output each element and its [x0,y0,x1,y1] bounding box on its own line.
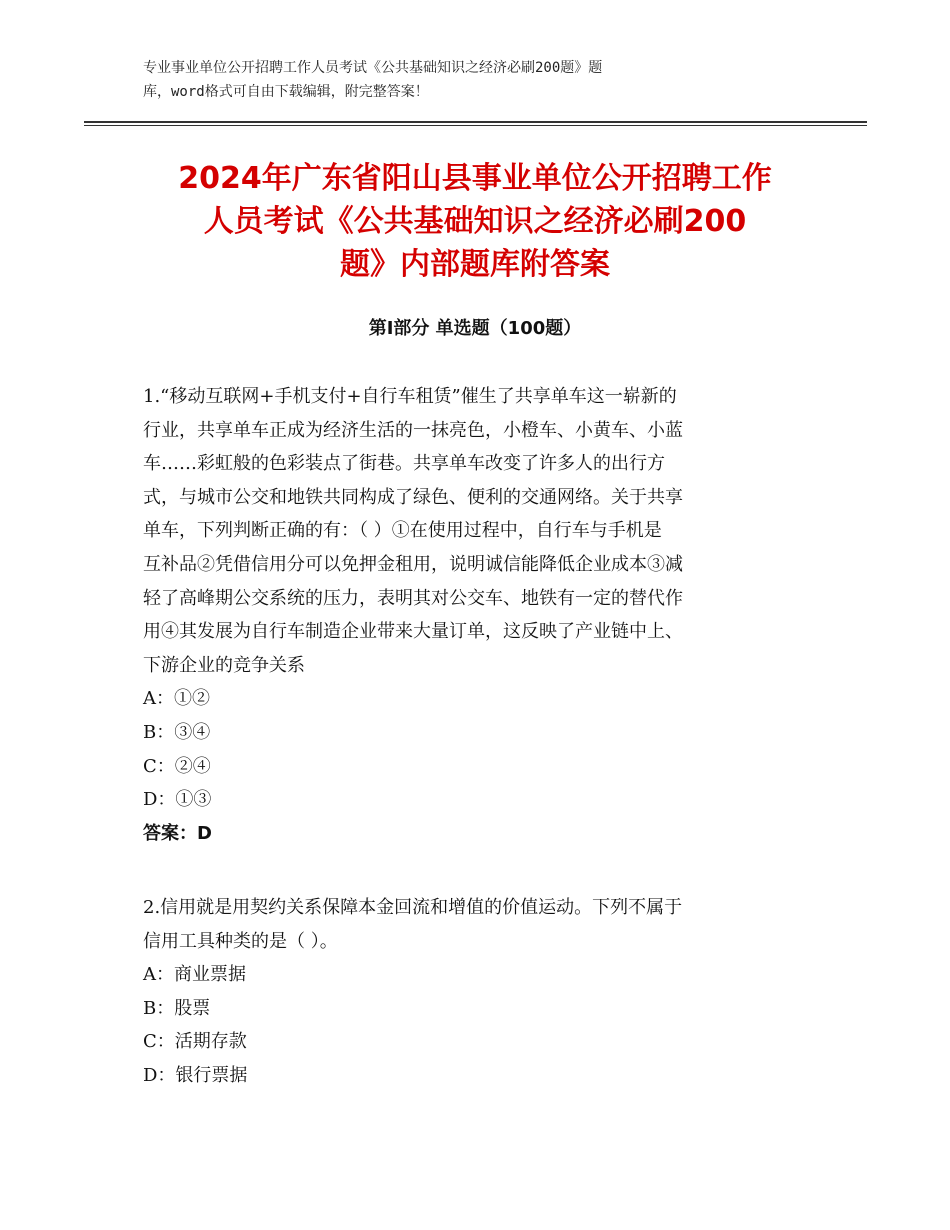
stem-line: 轻了高峰期公交系统的压力，表明其对公交车、地铁有一定的替代作 [143,587,683,609]
stem-line: 行业，共享单车正成为经济生活的一抹亮色，小橙车、小黄车、小蓝 [143,419,683,441]
question-stem [143,891,803,958]
document-title-line: 题》内部题库附答案 [340,247,610,282]
option-b: B：股票 [143,997,211,1019]
answer: 答案：D [143,822,212,844]
header-note-line: 库，word格式可自由下载编辑，附完整答案！ [143,84,429,100]
document-title [100,157,850,286]
option-a: A：商业票据 [143,964,246,986]
option-c: C：②④ [143,755,211,777]
stem-line: 车……彩虹般的色彩装点了街巷。共享单车改变了许多人的出行方 [143,453,665,475]
header-divider-thin [84,125,867,126]
header-divider [84,121,867,123]
option-c: C：活期存款 [143,1031,247,1053]
document-title-line: 人员考试《公共基础知识之经济必刷200 [203,204,747,239]
stem-line: 单车，下列判断正确的有：（ ）①在使用过程中，自行车与手机是 [143,520,662,542]
section-title: 第Ⅰ部分 单选题（100题） [368,318,582,339]
option-a: A：①② [143,688,210,710]
option-d: D：①③ [143,789,212,811]
header-note-line: 专业事业单位公开招聘工作人员考试《公共基础知识之经济必刷200题》题 [143,60,603,76]
document-title-line: 2024年广东省阳山县事业单位公开招聘工作 [178,161,772,196]
header-note [143,56,783,104]
stem-line: 信用工具种类的是（ ）。 [143,930,338,952]
stem-line: 下游企业的竞争关系 [143,654,305,676]
question-stem [143,380,803,682]
question-1 [143,380,803,850]
question-2 [143,891,803,1093]
stem-line: 1.“移动互联网+手机支付+自行车租赁”催生了共享单车这一崭新的 [143,386,677,407]
stem-line: 2.信用就是用契约关系保障本金回流和增值的价值运动。下列不属于 [143,897,683,918]
option-d: D：银行票据 [143,1064,248,1086]
option-b: B：③④ [143,721,211,743]
stem-line: 用④其发展为自行车制造企业带来大量订单，这反映了产业链中上、 [143,621,683,643]
stem-line: 互补品②凭借信用分可以免押金租用，说明诚信能降低企业成本③减 [143,553,683,575]
stem-line: 式，与城市公交和地铁共同构成了绿色、便利的交通网络。关于共享 [143,486,683,508]
